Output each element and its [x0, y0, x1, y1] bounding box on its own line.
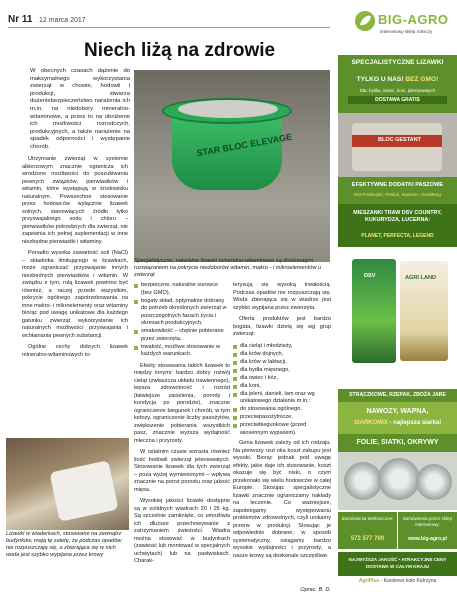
list-item: dla owiec i kóz,: [233, 375, 331, 383]
list-item: dla krów dojnych,: [233, 351, 331, 359]
logo-name: BIG-AGRO: [378, 12, 449, 27]
bag-label: DSV: [364, 273, 376, 279]
issue-number: Nr 11: [8, 14, 33, 25]
banner-title: NAJWYŻSZA JAKOŚĆ • ATRAKCYJNE CENY DOSTAWA W CAŁYM KRAJU: [348, 557, 447, 569]
paragraph: Ogólne cechy dobrych lizawek mineralno-witaminowych to:: [22, 344, 128, 358]
leaf-icon: [354, 10, 376, 32]
paragraph: W ostatnim czasie wzrasta również ilość hodowli zwierząt jeleniowatych. Stosowanie lizawek dla tych zwierząt – poza wyżej wymienionymi – wpływa znacznie na poroż porostu oraz jakość mięsa.: [134, 449, 230, 493]
small-photo-caption: Lizawki w wiaderkach, stosowane na zewnątrz budynków, mają tę zaletę, że podczas opadów nie rozpuszczają się, a zbierająca się w nich woda jest szybko wypijana przez krowy: [6, 531, 122, 558]
list-item: trwałość, możliwe stosowanie w każdych warunkach.: [134, 344, 230, 359]
product-name: SIARKOMIX: [353, 420, 388, 426]
paragraph: Ponadto wysoka zawartość soli (NaCl) – składnika limitującego w lizawkach, może ograniczać przyswajanie innych niezbędnych pierwiastków i witamin. W związku z tym, rolą lizawek powinno być również, a raczej przede wszystkim, pokrycie ogólnego zapotrzebowania na inne makro- i mikroelementy oraz witaminy biorąc pod uwagę unikatowe dla każdego gatunku zwierząt wykorzystanie ich naturalnych możliwości przyswajania i wchłaniania pewnych substancji.: [22, 250, 129, 339]
list-item: dla krów w laktacji,: [233, 359, 331, 367]
article-lead: [30, 68, 130, 156]
paragraph: Wysokiej jakości lizawki dostępne są w solidnych wiadrach 20 i 25 kg. Są szczelnie zamknięte, co umożliwia ich dłuższe przechowywanie z zatrzymaniem świeżości. Wiadra można stosować w budynkach (zawiesić lub montować w specjalnych uchwytach) lub na pastwiskach. Charak-: [134, 498, 230, 564]
lick-block: [178, 100, 278, 118]
bale-roll: [378, 458, 420, 500]
list-item: bezpieczne, naturalne surowce (bez GMO),: [134, 282, 230, 297]
issue-date: 12 marca 2017: [38, 17, 86, 24]
lead-paragraph: W obecnych czasach dążenie do maksymalnego wykorzystania zwierząt w chowie, hodowli i produkcji, stwarza dużeniebezpieczeństwo narażenia ich m.in. na niedobory mineralno-witaminowe, a przez to na obniżenie ich możliwości rozrodczych, produkcyjnych, a także narażenie na spadek odporności i występanie chorób.: [30, 68, 130, 150]
bale-roll: [416, 464, 452, 500]
quality-banner: [338, 552, 457, 576]
agriland-seed-bag: [400, 261, 448, 361]
bag-label: AGRI LAND: [405, 275, 437, 281]
company-footer: [338, 577, 457, 587]
shop-url: www.big-agro.pl: [408, 536, 447, 542]
list-item: smakowitość – chętnie pobierane przez zwierzęta,: [134, 328, 230, 343]
bucket-label: STAR BLOC ELEVAGE: [195, 131, 293, 159]
banner-subtitle: PLANET, PERFECTA, LEGEND: [361, 233, 434, 239]
list-item: do stosowania ogólnego,: [233, 406, 331, 414]
lick-block: [49, 460, 118, 521]
lick-pail-product-image: [338, 113, 457, 177]
issue-header: [8, 14, 86, 25]
big-agro-logo[interactable]: [350, 8, 450, 48]
crops-banner[interactable]: [338, 389, 457, 402]
paragraph: teryzują się wysoką trwałością. Podczas opadów nie rozpuszczają się. Woda zbierająca się w wiadrze jest szybko wypijana przez zwierzęta.: [233, 282, 331, 311]
list-item: dla cieląt i młodzieży,: [233, 343, 331, 351]
company-info: [338, 578, 457, 584]
list-item: przeciwbiegunkowe (przed wiosennym wypasem).: [233, 422, 331, 437]
contact-label: Zamówienia przez sklep internetowy:: [402, 516, 453, 527]
header-divider: [8, 27, 330, 28]
foils-banner[interactable]: [338, 434, 457, 452]
dsv-seed-bag: [352, 259, 396, 363]
banner-title: NAWOZY, WAPNA,: [366, 408, 429, 415]
article-column-3: [233, 282, 331, 564]
list-item: dla jeleni, danieli, lam oraz wg unikatowego działania m.in.:: [233, 391, 331, 406]
feed-additives-banner[interactable]: [338, 177, 457, 204]
animal-groups-list: [233, 343, 331, 438]
author-signature: Oprac. B. D.: [300, 587, 331, 593]
free-shipping-badge: DOSTAWA GRATIS: [348, 96, 447, 104]
grass-mix-banner[interactable]: [338, 204, 457, 247]
pail: [352, 123, 442, 171]
web-order-box[interactable]: [398, 512, 457, 549]
company-location: - Karolewo koło Kętrzyna: [379, 578, 437, 584]
list-item: dla koni,: [233, 383, 331, 391]
banner-title: SPECJALISTYCZNE LIZAWKI: [351, 59, 444, 66]
phone-number: 572 577 700: [350, 536, 385, 542]
article-title: Niech liżą na zdrowie: [84, 40, 276, 61]
banner-title: STRĄCZKOWE, RZEPAK, ZBOŻA JARE: [349, 392, 446, 398]
paragraph: Efekty stosowania takich lizawek to między innymi: bardzo dobry rozwój cieląt (zwłaszcza układu trawiennego), lepsza zdrowotność i rozród (łatwiejsze zacielenia, porody i kondycja po porodzie), znaczne ograniczenie biegunek i chorób, w tym ketozy, ograniczenie liczby pasożytów, zwiększenie pobierania wszystkich pasz, znacznie wyższa wydajność mleczna i przyrosty.: [134, 362, 230, 444]
seed-bags-image: [338, 247, 457, 373]
list-item: przeciwpasożytnicze,: [233, 414, 331, 422]
contact-label: Zamówienia telefoniczne:: [341, 516, 394, 521]
banner-gmo-free: BEZ GMO!: [405, 76, 439, 83]
banner-subtitle: [338, 76, 457, 83]
banner-only-here: TYLKO U NAS!: [356, 76, 404, 83]
product-tagline: - najlepsza siarka!: [387, 420, 442, 426]
banner-title: MIESZANKI TRAW DSV COUNTRY, KUKURYDZA, LUCERNA:: [353, 210, 442, 224]
article-column-1: [22, 156, 128, 363]
company-name: AgriPlus: [358, 578, 380, 584]
banner-title: EFEKTYWNE DODATKI PASZOWE: [351, 182, 444, 188]
phone-order-box[interactable]: [338, 512, 397, 549]
banner-animals: Dla: bydła, owiec, koni, jeleniowatych: [359, 88, 436, 93]
pail-label: BLOC GESTANT: [378, 137, 421, 143]
article-column-2: [134, 282, 230, 570]
banner-subtitle: EM Probiotyki, Pasbio, Inwemin, Konideng: [354, 192, 441, 197]
paragraph: Oferta produktów jest bardzo bogata, lizawki dzielą się wg grup zwierząt:: [233, 316, 331, 337]
logo-tagline: internetowy sklep rolniczy: [380, 29, 433, 34]
paragraph: Utrzymanie zwierząt w systemie alkierzowym znacznie ogranicza ich wrodzone możliwości do poszukiwania pewnych związków, pierwiastków i witamin, które występują w środowisku naturalnym. Powszechne stosowanie przez hodowców wyłącznie lizawek solnych, stanowiących źródło tylko przyswajalnego sodu i chloru – pierwiastków potrzebnych dla zwierząt, nie zapewnia ich pełnej suplementacji w inne niezbędne pierwiastki i witaminy.: [22, 156, 128, 245]
features-list: [134, 282, 230, 359]
banner-subtitle: [338, 420, 457, 426]
lick-advert-banner[interactable]: [338, 55, 457, 113]
bale-rolls-image: [338, 452, 457, 510]
bale-roll: [344, 462, 382, 500]
lick-bucket-photo: [134, 70, 330, 262]
fertilizer-banner[interactable]: [338, 402, 457, 434]
photo-caption: Specjalistyczne, naturalne lizawki mineralno-witaminowe są doskonałym rozwiązaniem na pokrycie niedoborów witamin, makro - i mikroelementów u zwierząt: [134, 258, 322, 278]
list-item: bogaty skład, optymalnie dobrany do potrzeb określonych zwierząt w poszczególnych fazach życia i okresach produkcyjnych,: [134, 298, 230, 328]
paragraph: Gena lizawek zależy od ich rodzaju. Na pierwszy rzut oka koszt zakupu jest wysoki. Biorąc jednak pod uwagę efekty, jakie daje ich stosowanie, koszt okazuje się być niski, o czym przekonało się wielu hodowców w całej Europie. Stosując specjalistyczne lizawki znacznie ograniczamy nakłady na leczenie. Co ważniejsze, zapobiegamy występowaniu problemów zdrowotnych, czyli unikamy przerw w produkcji. Stosując je odpowiednio dobrane, w sposób systematyczny, osiągamy bardzo wysokie wydajności i przyrosty, a nasze krowy są doskonale szczęśliwe.: [233, 440, 331, 559]
banner-title: FOLIE, SIATKI, OKRYWY: [356, 439, 439, 446]
cows-licking-photo: [6, 438, 129, 530]
list-item: dla bydła mięsnego,: [233, 367, 331, 375]
